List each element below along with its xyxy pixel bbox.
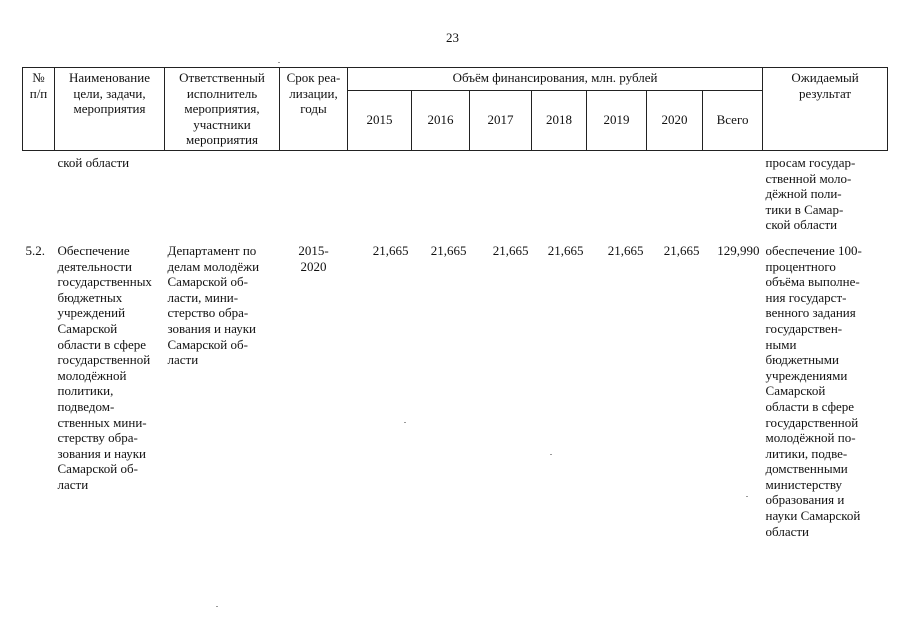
row-executor: Департамент по делам молодёжи Самарской об- ласти, мини- стерство обра- зования и науки Самарской об- ласти xyxy=(167,242,260,368)
row-period: 2015- 2020 xyxy=(298,242,329,274)
row-value-2020: 21,665 xyxy=(663,242,700,258)
row-value-2019: 21,665 xyxy=(607,242,644,258)
header-name: Наименование цели, задачи, мероприятия xyxy=(55,68,165,151)
table-row xyxy=(23,243,888,539)
header-result: Ожидаемый результат xyxy=(763,68,888,151)
scan-speck xyxy=(550,454,552,455)
row-total: 129,990 xyxy=(717,242,760,258)
header-year-2019: 2019 xyxy=(587,90,647,150)
scan-speck xyxy=(216,606,218,607)
row-value-2015: 21,665 xyxy=(372,242,409,258)
row-number: 5.2. xyxy=(25,242,45,258)
header-year-2020: 2020 xyxy=(647,90,703,150)
header-year-2016: 2016 xyxy=(412,90,470,150)
header-period: Срок реа-лизации, годы xyxy=(280,68,348,151)
row-result: обеспечение 100- процентного объёма выполне- ния государст- венного задания государствен- ными бюджетными учреждениями Самарской области в сфере государственной молодёжной по- литики, подве- домственными министерству образования и науки Самарской области xyxy=(765,242,862,539)
header-number: № п/п xyxy=(23,68,55,151)
row-value-2018: 21,665 xyxy=(547,242,584,258)
continuation-result: просам государ- ственной моло- дёжной поли- тики в Самар- ской области xyxy=(765,154,856,233)
page-number: 23 xyxy=(446,30,459,45)
continuation-name: ской области xyxy=(57,154,130,170)
financing-table xyxy=(22,67,888,539)
scan-speck xyxy=(404,422,406,423)
header-executor: Ответственный исполнитель мероприятия, участники мероприятия xyxy=(165,68,280,151)
header-year-2018: 2018 xyxy=(532,90,587,150)
scan-speck xyxy=(278,62,280,63)
row-name: Обеспечение деятельности государственных бюджетных учреждений Самарской области в сфере государственной молодёжной политики, подведом- ственных мини- стерству обра- зования и науки Самарской об- ласти xyxy=(57,242,152,492)
header-total: Всего xyxy=(703,90,763,150)
header-year-2017: 2017 xyxy=(470,90,532,150)
continuation-row xyxy=(23,150,888,239)
scan-speck xyxy=(746,496,748,497)
header-year-2015: 2015 xyxy=(348,90,412,150)
header-financing: Объём финансирования, млн. рублей xyxy=(348,68,763,91)
row-value-2016: 21,665 xyxy=(430,242,467,258)
row-value-2017: 21,665 xyxy=(492,242,529,258)
